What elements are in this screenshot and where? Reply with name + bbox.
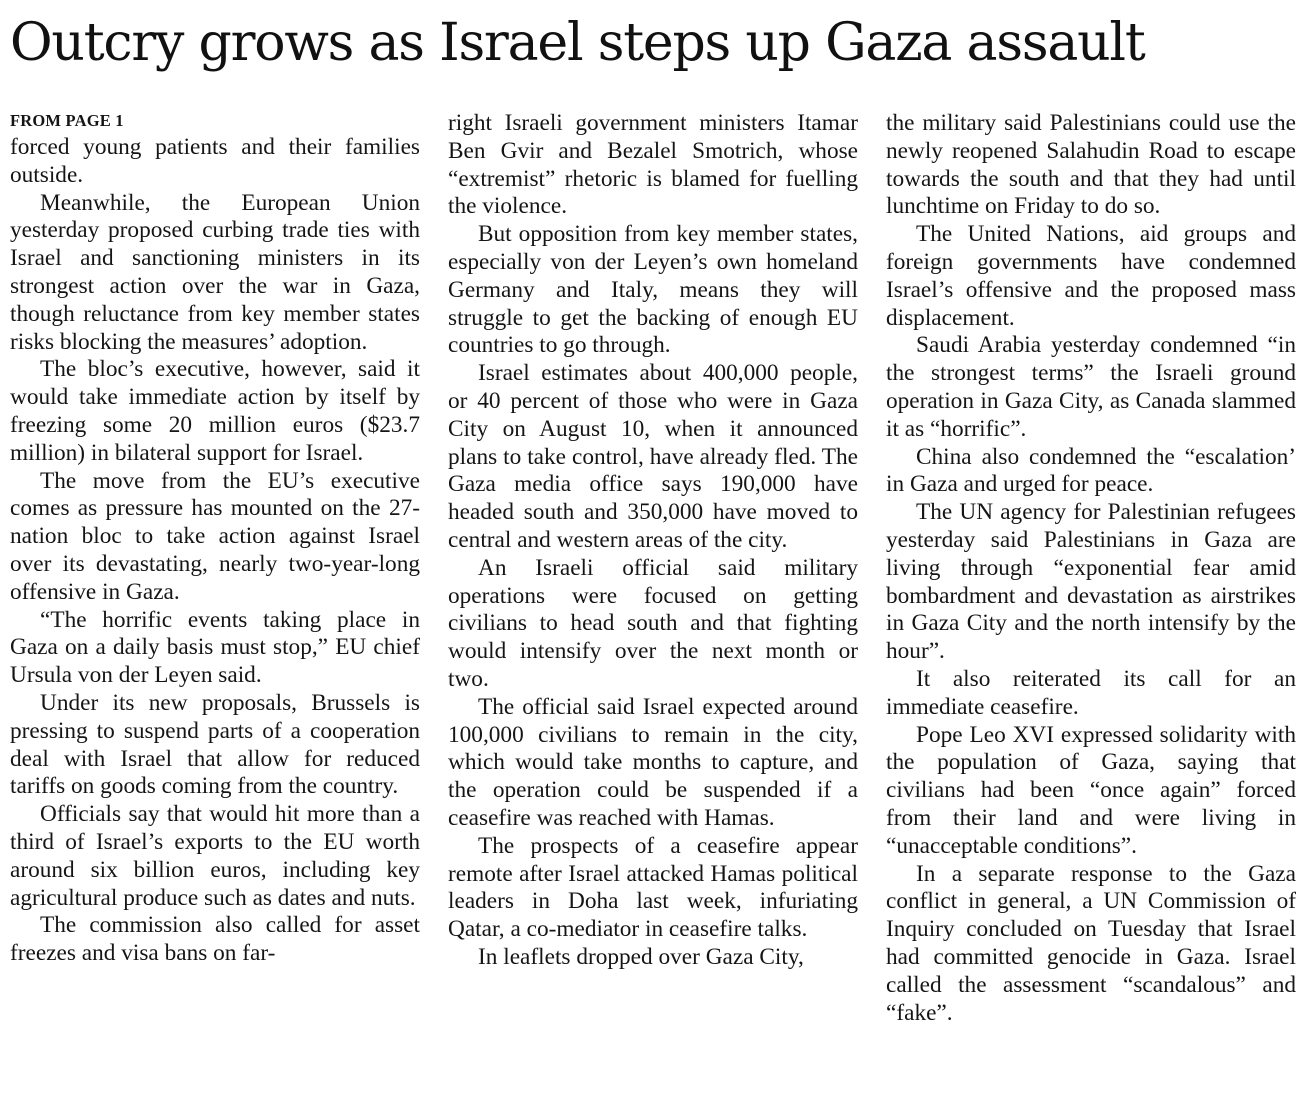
paragraph: The UN agency for Palestinian refugees yesterday said Palestinians in Gaza are living through “exponential fear amid bombardment and devastation as airstrikes in Gaza City and the north intensify by the hour”.: [886, 499, 1296, 665]
paragraph: In leaflets dropped over Gaza City,: [478, 943, 804, 970]
paragraph: Meanwhile, the European Union yesterday proposed curbing trade ties with Israel and sanctioning ministers in its strongest action over the war in Gaza, though reluctance from key member states risks blocking the measures’ adoption.: [10, 189, 420, 355]
paragraph: Officials say that would hit more than a third of Israel’s exports to the EU worth around six billion euros, including key agricultural produce such as dates and nuts.: [10, 801, 420, 911]
paragraph: the military said Palestinians could use the newly reopened Salahudin Road to escape towards the south and that they had until lunchtime on Friday to do so.: [886, 110, 1296, 220]
article-column-1: [10, 110, 420, 968]
paragraph: The bloc’s executive, however, said it would take immediate action by itself by freezing some 20 million euros ($23.7 million) in bilateral support for Israel.: [10, 356, 420, 466]
kicker-from-page-1: FROM PAGE 1: [10, 111, 124, 130]
paragraph: right Israeli government ministers Itamar Ben Gvir and Bezalel Smotrich, whose “extremist” rhetoric is blamed for fuelling the violence.: [448, 110, 858, 220]
paragraph: Saudi Arabia yesterday condemned “in the strongest terms” the Israeli ground operation in Gaza City, as Canada slammed it as “horrific”.: [886, 332, 1296, 442]
paragraph: But opposition from key member states, especially von der Leyen’s own homeland Germany and Italy, means they will struggle to get the backing of enough EU countries to go through.: [448, 221, 858, 359]
article-column-2: [448, 110, 858, 972]
paragraph: The move from the EU’s executive comes as pressure has mounted on the 27-nation bloc to take action against Israel over its devastating, nearly two-year-long offensive in Gaza.: [10, 467, 420, 605]
paragraph: Israel estimates about 400,000 people, or 40 percent of those who were in Gaza City on August 10, when it announced plans to take control, have already fled. The Gaza media office says 190,000 have headed south and 350,000 have moved to central and western areas of the city.: [448, 360, 858, 553]
article-column-3: [886, 110, 1296, 1027]
paragraph: In a separate response to the Gaza conflict in general, a UN Commission of Inquiry concluded on Tuesday that Israel had committed genocide in Gaza. Israel called the assessment “scandalous” and “fake”.: [886, 860, 1296, 1026]
paragraph: It also reiterated its call for an immediate ceasefire.: [886, 665, 1296, 720]
paragraph: Under its new proposals, Brussels is pressing to suspend parts of a cooperation deal with Israel that allow for reduced tariffs on goods coming from the country.: [10, 689, 420, 800]
paragraph: The commission also called for asset freezes and visa bans on far-: [10, 912, 420, 967]
paragraph: “The horrific events taking place in Gaza on a daily basis must stop,” EU chief Ursula von der Leyen said.: [10, 606, 420, 689]
headline: Outcry grows as Israel steps up Gaza assault: [10, 13, 1145, 73]
paragraph: The prospects of a ceasefire appear remote after Israel attacked Hamas political leaders in Doha last week, infuriating Qatar, a co-mediator in ceasefire talks.: [448, 832, 858, 943]
paragraph: The official said Israel expected around 100,000 civilians to remain in the city, which would take months to capture, and the operation could be suspended if a ceasefire was reached with Hamas.: [448, 693, 858, 831]
paragraph: The United Nations, aid groups and foreign governments have condemned Israel’s offensive and the proposed mass displacement.: [886, 221, 1296, 331]
paragraph: An Israeli official said military operations were focused on getting civilians to head south and that fighting would intensify over the next month or two.: [448, 554, 858, 692]
paragraph: forced young patients and their families outside.: [10, 134, 420, 188]
paragraph: Pope Leo XVI expressed solidarity with the population of Gaza, saying that civilians had been “once again” forced from their land and were living in “unacceptable conditions”.: [886, 721, 1296, 859]
paragraph: China also condemned the “escalation’ in Gaza and urged for peace.: [886, 443, 1296, 498]
